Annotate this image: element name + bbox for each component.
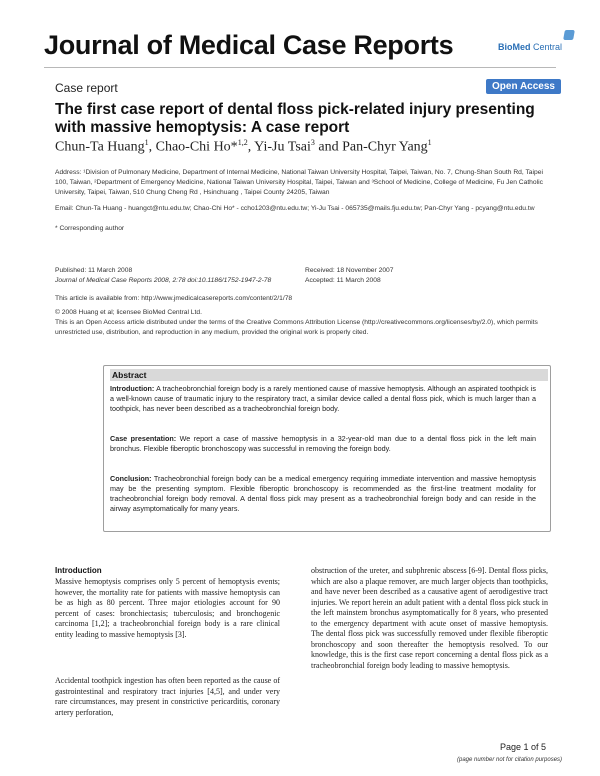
citation: Journal of Medical Case Reports 2008, 2:78 doi:10.1186/1752-1947-2-78 [55,277,272,284]
author-name: and Pan-Chyr Yang [314,139,428,155]
author-name: Chun-Ta Huang [55,139,145,155]
abstract-section-label: Case presentation: [110,434,177,443]
author-list [55,138,432,156]
body-paragraph [311,566,548,671]
author-name: , Yi-Ju Tsai [247,139,311,155]
page-number: Page 1 of 5 [500,742,547,752]
biomed-logo-icon [563,30,575,40]
body-paragraph [55,676,280,718]
author-affiliation: 1 [427,138,432,147]
published-date: Published: 11 March 2008 [55,267,133,274]
journal-title: Journal of Medical Case Reports [44,30,454,60]
open-access-badge: Open Access [486,79,561,94]
abstract-introduction [110,384,536,414]
publisher-logo[interactable] [498,40,574,52]
paragraph-text: Massive hemoptysis comprises only 5 percent of hemoptysis events; however, the mortality rate for patients with massive hemoptysis can be as high as 80 percent. Three major etiologies account for 90 percent of cases: bronchiectasis; tuberculosis; and bronchogenic carcinoma [1,2]; a tracheobronchial foreign body is a rare clinical entity leading to massive hemoptysis [3]. [55,577,280,639]
author-affiliation: 1 [144,138,149,147]
header-divider [44,67,556,68]
abstract-section-label: Conclusion: [110,474,152,483]
accepted-date: Accepted: 11 March 2008 [305,277,381,284]
author-name: , Chao-Chi Ho* [148,139,238,155]
abstract-section-text: A tracheobronchial foreign body is a rarely mentioned cause of massive hemoptysis. Although an aspirated toothpick is a well-known cause of traumatic injury to the respiratory tract, a similar device called a dental floss pick, which is much larger than a toothpick, has never been described as a tracheobronchial foreign body. [110,384,536,413]
copyright-line: © 2008 Huang et al; licensee BioMed Central Ltd. [55,309,202,316]
corresponding-author-note: * Corresponding author [55,225,125,232]
abstract-section-label: Introduction: [110,384,155,393]
abstract-conclusion [110,474,536,514]
publisher-name-bold: BioMed [498,42,531,52]
paragraph-text: Accidental toothpick ingestion has often been reported as the cause of gastrointestinal and respiratory tract injuries [4,5], and under very rare circumstances, may present in constrictive pericarditis, coronary artery perforation, [55,676,280,717]
license-text[interactable]: This is an Open Access article distributed under the terms of the Creative Commons Attribution License (http://creativecommons.org/licenses/by/2.0), which permits unrestricted use, distribution, and reproduction in any medium, provided the original work is properly cited. [55,319,538,336]
received-date: Received: 18 November 2007 [305,267,394,274]
publisher-name-rest: Central [530,42,563,52]
body-paragraph [55,577,280,640]
abstract-heading: Abstract [110,369,548,381]
article-title: The first case report of dental floss pick-related injury presenting with massive hemoptysis: A case report [55,101,535,136]
author-emails[interactable]: Email: Chun-Ta Huang - huangct@ntu.edu.tw; Chao-Chi Ho* - ccho1203@ntu.edu.tw; Yi-Ju Tsai - 065735@mails.fju.edu.tw; Pan-Chyr Yang - pcyang@ntu.edu.tw [55,205,535,212]
abstract-section-text: We report a case of massive hemoptysis in a 32-year-old man due to a dental floss pick in the left main bronchus. Flexible fiberoptic bronchoscopy was successful in removing the foreign body. [110,434,536,453]
page-number-note: (page number not for citation purposes) [457,757,563,763]
article-url[interactable]: This article is available from: http://www.jmedicalcasereports.com/content/2/1/78 [55,295,293,302]
abstract-case-presentation [110,434,536,454]
author-affiliation: 3 [310,138,315,147]
paragraph-text: obstruction of the ureter, and subphrenic abscess [6-9]. Dental floss picks, which are also a plaque remover, are much larger objects than toothpicks, and have never been described as a causative agent of aerodigestive tract injuries. We report herein an adult patient with a dental floss pick stuck in the left mainstem bronchus asymptomatically for 8 years, who presented to the emergency department with acute onset of massive hemoptysis. The dental floss pick was successfully removed under flexible fiberoptic bronchoscopy and soon thereafter the hemoptysis resolved. To our knowledge, this is the first case report concerning a dental floss pick as a tracheobronchial foreign body leading to massive hemoptysis. [311,566,548,670]
abstract-section-text: Tracheobronchial foreign body can be a medical emergency requiring immediate intervention and massive hemoptysis may be the presenting symptom. Flexible fiberoptic bronchoscopy is recommended as the first-line treatment modality for tracheobronchial foreign body removal. A dental floss pick may present as a tracheobronchial foreign body and can reside in the airway asymptomatically for many years. [110,474,536,513]
review-dates [305,266,505,286]
copyright-notice [55,308,549,338]
author-affiliation: 1,2 [237,138,248,147]
section-heading-introduction: Introduction [55,566,102,575]
article-type: Case report [55,81,118,95]
affiliation-address: Address: ¹Division of Pulmonary Medicine, Department of Internal Medicine, National Taiwan University Hospital, Taipei, Taiwan, No. 7, Chung-Shan South Rd, Taipei 100, Taiwan, ²Department of Emergency Medicine, National Taiwan University Hospital, Taipei, Taiwan and ³School of Medicine, College of Medicine, Fu Jen Catholic University, Taipei, Taiwan, 510 Chung Cheng Rd , Hsinchuang , Taipei County 24205, Taiwan [55,169,543,196]
